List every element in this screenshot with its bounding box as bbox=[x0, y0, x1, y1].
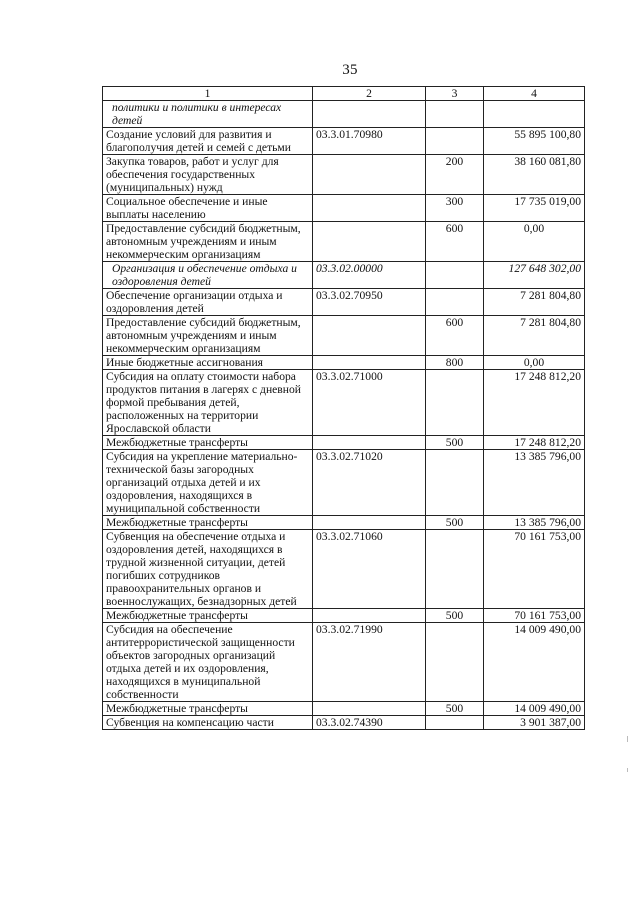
row-amount-cell: 17 735 019,00 bbox=[484, 195, 585, 222]
table-row bbox=[103, 289, 585, 316]
table-row bbox=[103, 623, 585, 702]
row-code-cell: 03.3.02.74390 bbox=[313, 716, 426, 730]
table-row bbox=[103, 516, 585, 530]
row-amount-cell bbox=[484, 101, 585, 128]
table-row bbox=[103, 195, 585, 222]
row-code-cell bbox=[313, 436, 426, 450]
row-expense-type-cell: 200 bbox=[426, 155, 484, 195]
row-name-cell: Межбюджетные трансферты bbox=[103, 516, 313, 530]
table-row bbox=[103, 128, 585, 155]
row-amount-cell: 13 385 796,00 bbox=[484, 516, 585, 530]
row-code-cell: 03.3.02.00000 bbox=[313, 262, 426, 289]
column-header-2: 2 bbox=[313, 87, 426, 101]
row-name-cell: Межбюджетные трансферты bbox=[103, 436, 313, 450]
row-amount-cell: 0,00 bbox=[484, 222, 585, 262]
row-expense-type-cell: 800 bbox=[426, 356, 484, 370]
table-row bbox=[103, 702, 585, 716]
row-name-cell: Иные бюджетные ассигнования bbox=[103, 356, 313, 370]
table-row bbox=[103, 370, 585, 436]
row-amount-cell: 14 009 490,00 bbox=[484, 702, 585, 716]
row-amount-cell: 3 901 387,00 bbox=[484, 716, 585, 730]
row-name-cell: Межбюджетные трансферты bbox=[103, 609, 313, 623]
row-code-cell: 03.3.01.70980 bbox=[313, 128, 426, 155]
row-name-cell: Закупка товаров, работ и услуг для обеспечения государственных (муниципальных) нужд bbox=[103, 155, 313, 195]
row-expense-type-cell: 500 bbox=[426, 609, 484, 623]
table-row bbox=[103, 530, 585, 609]
column-header-4: 4 bbox=[484, 87, 585, 101]
table-row bbox=[103, 716, 585, 730]
row-amount-cell: 7 281 804,80 bbox=[484, 316, 585, 356]
table-row bbox=[103, 609, 585, 623]
row-code-cell bbox=[313, 356, 426, 370]
row-amount-cell: 13 385 796,00 bbox=[484, 450, 585, 516]
row-code-cell bbox=[313, 609, 426, 623]
row-amount-cell: 70 161 753,00 bbox=[484, 609, 585, 623]
row-name-cell: Организация и обеспечение отдыха и оздоровления детей bbox=[103, 262, 313, 289]
row-expense-type-cell bbox=[426, 128, 484, 155]
row-expense-type-cell: 600 bbox=[426, 316, 484, 356]
budget-table bbox=[102, 86, 585, 730]
row-expense-type-cell bbox=[426, 289, 484, 316]
row-amount-cell: 0,00 bbox=[484, 356, 585, 370]
row-code-cell bbox=[313, 195, 426, 222]
row-amount-cell: 55 895 100,80 bbox=[484, 128, 585, 155]
row-name-cell: Создание условий для развития и благополучия детей и семей с детьми bbox=[103, 128, 313, 155]
row-name-cell: Межбюджетные трансферты bbox=[103, 702, 313, 716]
table-body bbox=[103, 101, 585, 730]
row-name-cell: Предоставление субсидий бюджетным, автономным учреждениям и иным некоммерческим организациям bbox=[103, 222, 313, 262]
row-name-cell: Обеспечение организации отдыха и оздоровления детей bbox=[103, 289, 313, 316]
row-amount-cell: 17 248 812,20 bbox=[484, 370, 585, 436]
row-expense-type-cell bbox=[426, 716, 484, 730]
row-amount-cell: 127 648 302,00 bbox=[484, 262, 585, 289]
row-code-cell: 03.3.02.71990 bbox=[313, 623, 426, 702]
row-expense-type-cell bbox=[426, 101, 484, 128]
row-name-cell: Субсидия на обеспечение антитеррористической защищенности объектов загородных организаций отдыха детей и их оздоровления, находящихся в муниципальной собственности bbox=[103, 623, 313, 702]
row-amount-cell: 38 160 081,80 bbox=[484, 155, 585, 195]
table-row bbox=[103, 436, 585, 450]
column-header-3: 3 bbox=[426, 87, 484, 101]
row-expense-type-cell bbox=[426, 262, 484, 289]
row-name-cell: Предоставление субсидий бюджетным, автономным учреждениям и иным некоммерческим организациям bbox=[103, 316, 313, 356]
page-number: 35 bbox=[342, 62, 358, 78]
row-expense-type-cell bbox=[426, 450, 484, 516]
row-expense-type-cell: 600 bbox=[426, 222, 484, 262]
table-row bbox=[103, 262, 585, 289]
row-name-cell: Субсидия на укрепление материально-технической базы загородных организаций отдыха детей и их оздоровления, находящихся в муниципальной собственности bbox=[103, 450, 313, 516]
table-row bbox=[103, 101, 585, 128]
row-expense-type-cell: 500 bbox=[426, 436, 484, 450]
row-amount-cell: 7 281 804,80 bbox=[484, 289, 585, 316]
row-code-cell bbox=[313, 702, 426, 716]
row-amount-cell: 70 161 753,00 bbox=[484, 530, 585, 609]
row-name-cell: Субвенция на компенсацию части bbox=[103, 716, 313, 730]
table-row bbox=[103, 450, 585, 516]
row-code-cell: 03.3.02.71060 bbox=[313, 530, 426, 609]
row-code-cell bbox=[313, 316, 426, 356]
row-name-cell: Субвенция на обеспечение отдыха и оздоровления детей, находящихся в трудной жизненной ситуации, детей погибших сотрудников правоохранительных органов и военнослужащих, безнадзорных детей bbox=[103, 530, 313, 609]
row-code-cell bbox=[313, 516, 426, 530]
table-header-row bbox=[103, 87, 585, 101]
scan-mark bbox=[627, 768, 628, 772]
row-code-cell: 03.3.02.71000 bbox=[313, 370, 426, 436]
row-name-cell: политики и политики в интересах детей bbox=[103, 101, 313, 128]
row-expense-type-cell: 300 bbox=[426, 195, 484, 222]
row-name-cell: Социальное обеспечение и иные выплаты населению bbox=[103, 195, 313, 222]
row-code-cell bbox=[313, 155, 426, 195]
row-amount-cell: 17 248 812,20 bbox=[484, 436, 585, 450]
column-header-1: 1 bbox=[103, 87, 313, 101]
row-expense-type-cell bbox=[426, 370, 484, 436]
table-row bbox=[103, 356, 585, 370]
row-expense-type-cell bbox=[426, 530, 484, 609]
row-code-cell: 03.3.02.70950 bbox=[313, 289, 426, 316]
row-code-cell bbox=[313, 222, 426, 262]
row-expense-type-cell bbox=[426, 623, 484, 702]
row-expense-type-cell: 500 bbox=[426, 702, 484, 716]
row-name-cell: Субсидия на оплату стоимости набора продуктов питания в лагерях с дневной формой пребывания детей, расположенных на территории Ярославской области bbox=[103, 370, 313, 436]
table-row bbox=[103, 155, 585, 195]
row-code-cell: 03.3.02.71020 bbox=[313, 450, 426, 516]
table-row bbox=[103, 316, 585, 356]
scan-mark bbox=[627, 736, 628, 742]
row-code-cell bbox=[313, 101, 426, 128]
row-expense-type-cell: 500 bbox=[426, 516, 484, 530]
table-row bbox=[103, 222, 585, 262]
row-amount-cell: 14 009 490,00 bbox=[484, 623, 585, 702]
